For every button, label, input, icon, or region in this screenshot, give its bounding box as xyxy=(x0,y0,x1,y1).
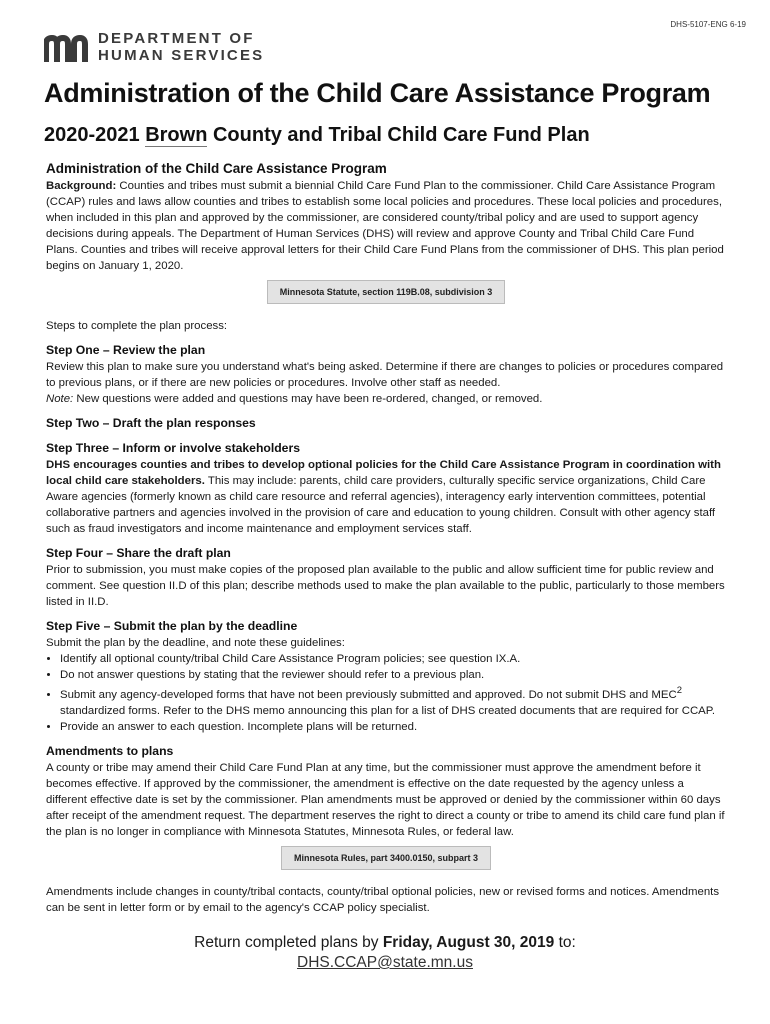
step2-heading: Step Two – Draft the plan responses xyxy=(46,416,256,430)
step1-note-text: New questions were added and questions may have been re-ordered, changed, or removed. xyxy=(73,393,543,405)
step1-heading: Step One – Review the plan xyxy=(46,343,206,357)
step3-text: This may include: parents, child care providers, culturally specific service organizations, Child Care Aware agencies (formerly known as child care resource and referral agencies), interagency early intervention committees, potential collaborative partners and agencies involved in the provision of care and education to young children. Consult with other agency staff such as fraud investigators and income maintenance and employment services staff. xyxy=(46,475,716,535)
background-text: Counties and tribes must submit a biennial Child Care Fund Plan to the commissioner. Child Care Assistance Program (CCAP) rules and laws allow counties and tribes to establish some local policies and procedures. These local policies and procedures, when included in this plan and approved by the commissioner, are considered county/tribal policy and are used to support agency decisions during appeals. The Department of Human Services (DHS) will review and approve County and Tribal Child Care Fund Plans. Counties and tribes will receive approval letters for their Child Care Fund Plans from the commissioner of DHS. This plan period begins on January 1, 2020. xyxy=(46,180,724,272)
steps-intro: Steps to complete the plan process: xyxy=(46,320,228,332)
form-number: DHS-5107-ENG 6-19 xyxy=(670,20,746,29)
subtitle-prefix: 2020-2021 xyxy=(44,124,146,146)
list-item: • Identify all optional county/tribal Child Care Assistance Program policies; see question IX.A. xyxy=(60,651,726,667)
step1-note-label: Note: xyxy=(46,393,74,405)
return-instructions xyxy=(0,934,770,952)
rules-citation: Minnesota Rules, part 3400.0150, subpart 3 xyxy=(281,846,491,870)
page-subtitle xyxy=(44,124,590,147)
document-body xyxy=(46,160,726,916)
list-item: • Do not answer questions by stating that the reviewer should refer to a previous plan. xyxy=(60,667,726,683)
return-suffix: to: xyxy=(554,934,576,951)
step4-text: Prior to submission, you must make copies of the proposed plan available to the public and allow sufficient time for public review and comment. See question II.D of this plan; describe methods used to make the plan available to the public, particularly to those members listed in II.D. xyxy=(46,564,725,608)
amendments-text-2: Amendments include changes in county/tribal contacts, county/tribal optional policies, new or revised forms and notices. Amendments can be sent in letter form or by email to the agency's CCAP policy specialist. xyxy=(46,885,720,914)
step3-bold: DHS encourages counties and tribes to develop optional policies for the Child Care Assistance Program in coordination with local child care stakeholders. xyxy=(46,459,721,487)
section-heading: Administration of the Child Care Assistance Program xyxy=(46,161,387,176)
statute-citation: Minnesota Statute, section 119B.08, subdivision 3 xyxy=(267,280,506,304)
return-date: Friday, August 30, 2019 xyxy=(382,934,555,951)
list-item: • Provide an answer to each question. Incomplete plans will be returned. xyxy=(60,719,726,735)
subtitle-suffix: County and Tribal Child Care Fund Plan xyxy=(207,124,590,146)
county-name-field[interactable]: Brown xyxy=(145,124,208,146)
amendments-heading: Amendments to plans xyxy=(46,743,174,758)
step5-heading: Step Five – Submit the plan by the deadline xyxy=(46,619,298,633)
step4-heading: Step Four – Share the draft plan xyxy=(46,546,231,560)
step5-list xyxy=(46,651,726,735)
logo-line-2: HUMAN SERVICES xyxy=(98,47,265,64)
background-paragraph xyxy=(46,178,726,274)
step3-paragraph xyxy=(46,457,726,537)
return-email-container xyxy=(0,954,770,972)
amendments-text: A county or tribe may amend their Child Care Fund Plan at any time, but the commissioner must approve the amendment before it becomes effective. If approved by the commissioner, the amendment is effective on the date requested by the agency unless a different effective date is set by the commissioner. Plan amendments must be approved or denied by the commissioner within 60 days after receipt of the amendment request. The department reserves the right to direct a county or tribe to amend its child care fund plan if the plan is no longer in compliance with Minnesota Statutes, Minnesota Rules, or federal law. xyxy=(46,761,725,838)
step1-text: Review this plan to make sure you understand what's being asked. Determine if there are changes to policies or procedures compared to previous plans, or if there are new policies or procedures. Involve other staff as needed. xyxy=(46,361,724,389)
step1-note xyxy=(46,391,726,407)
step5-text: Submit the plan by the deadline, and note these guidelines: xyxy=(46,637,345,649)
bullet3-text-b: standardized forms. Refer to the DHS memo announcing this plan for a list of DHS created documents that are required for CCAP. xyxy=(60,704,716,717)
logo-line-1: DEPARTMENT OF xyxy=(98,30,255,47)
bullet3-superscript: 2 xyxy=(676,685,682,696)
background-label: Background: xyxy=(46,180,117,192)
bullet3-text-a: Submit any agency-developed forms that have not been previously submitted and approved. Do not submit DHS and MEC xyxy=(60,688,677,701)
return-email-link[interactable]: DHS.CCAP@state.mn.us xyxy=(297,954,473,971)
list-item xyxy=(60,683,726,719)
return-prefix: Return completed plans by xyxy=(194,934,383,951)
mn-logo-icon xyxy=(44,34,92,69)
logo-text xyxy=(98,30,264,64)
page-title: Administration of the Child Care Assistance Program xyxy=(44,78,711,108)
step3-heading: Step Three – Inform or involve stakeholders xyxy=(46,441,300,455)
